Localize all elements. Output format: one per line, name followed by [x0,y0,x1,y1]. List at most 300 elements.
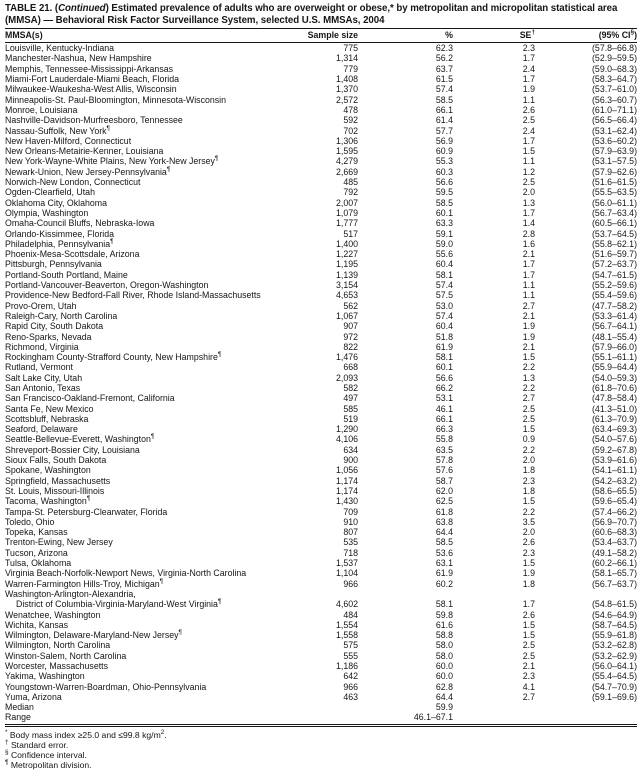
sample-size-value [300,589,358,599]
percent-value: 60.1 [435,207,453,218]
standard-error-value: 1.1 [522,290,535,301]
mmsa-name: Omaha-Council Bluffs, Nebraska-Iowa [5,218,155,229]
sample-size-value: 3,154 [335,280,358,291]
standard-error-value: 2.4 [522,125,535,136]
confidence-interval-value: (56.9–70.7) [592,516,637,527]
sample-size-value: 478 [343,104,358,115]
sample-size-value: 4,279 [335,156,358,167]
mmsa-name: Norwich-New London, Connecticut [5,177,141,188]
standard-error-value: 2.5 [522,115,535,126]
percent-value: 56.2 [435,53,453,64]
table-row [5,661,637,671]
table-row [5,198,637,208]
sample-size-value: 519 [343,413,358,424]
percent-value: 55.6 [435,249,453,260]
sample-size-value [300,702,358,712]
table-row [5,332,637,342]
sample-size-value: 484 [343,609,358,620]
table-row [5,362,637,372]
mmsa-name: Memphis, Tennessee-Mississippi-Arkansas [5,63,174,74]
table-row [5,95,637,105]
sample-size-value: 555 [343,650,358,661]
confidence-interval-value: (60.6–68.3) [592,527,637,538]
mmsa-name: Rapid City, South Dakota [5,321,104,332]
sample-size-value: 668 [343,362,358,373]
confidence-interval-value: (54.7–70.9) [592,681,637,692]
percent-value: 56.6 [435,372,453,383]
percent-value: 58.1 [435,269,453,280]
mmsa-name: Tulsa, Oklahoma [5,558,72,569]
table-row [5,599,637,609]
sample-size-value: 1,777 [335,218,358,229]
sample-size-value: 4,106 [335,434,358,445]
confidence-interval-value: (57.4–66.2) [592,506,637,517]
mmsa-name: Monroe, Louisiana [5,104,78,115]
col-header-mmsa: MMSA(s) [5,29,300,43]
table-row [5,290,637,300]
mmsa-name: Topeka, Kansas [5,527,68,538]
table-row [5,156,637,166]
prevalence-table [5,28,637,723]
standard-error-value [453,712,535,722]
confidence-interval-value: (53.6–60.2) [592,135,637,146]
standard-error-value: 2.2 [522,444,535,455]
confidence-interval-value: (48.1–55.4) [592,331,637,342]
footnotes [5,730,637,770]
percent-value: 58.1 [435,352,453,363]
mmsa-name: Yakima, Washington [5,671,85,682]
standard-error-value: 1.5 [522,146,535,157]
metropolitan-division-superscript: ¶ [217,351,222,359]
percent-value: 55.8 [435,434,453,445]
mmsa-name: Yuma, Arizona [5,691,62,702]
standard-error-value: 2.6 [522,104,535,115]
standard-error-value: 1.9 [522,568,535,579]
metropolitan-division-superscript: ¶ [178,629,182,637]
mmsa-name: Range [5,712,31,723]
sample-size-value: 4,602 [335,599,358,610]
standard-error-value: 2.0 [522,527,535,538]
confidence-interval-value: (59.1–69.6) [592,691,637,702]
table-row [5,517,637,527]
mmsa-name: Tacoma, Washington¶ [5,495,91,507]
mmsa-name: Newark-Union, New Jersey-Pennsylvania¶ [5,165,171,177]
confidence-interval-value: (56.3–60.7) [592,94,637,105]
table-row [5,229,637,239]
table-row [5,465,637,475]
table-row [5,136,637,146]
mmsa-name: Wenatchee, Washington [5,609,101,620]
sample-size-value: 1,067 [335,310,358,321]
metropolitan-division-superscript: ¶ [214,155,219,163]
percent-value: 60.4 [435,259,453,270]
standard-error-value: 1.4 [522,218,535,229]
table-row [5,445,637,455]
sample-size-value: 1,139 [335,269,358,280]
table-row [5,589,637,599]
table-row [5,311,637,321]
mmsa-name: New York-Wayne-White Plains, New York-New Jersey¶ [5,155,219,167]
confidence-interval-value: (55.4–59.6) [592,290,637,301]
mmsa-name: Pittsburgh, Pennsylvania [5,259,102,270]
percent-value: 59.8 [435,609,453,620]
standard-error-value: 1.6 [522,238,535,249]
sample-size-value: 1,595 [335,146,358,157]
metropolitan-division-superscript: ¶ [110,237,114,245]
standard-error-value: 1.7 [522,207,535,218]
percent-value: 46.1 [435,403,453,414]
mmsa-name: Seattle-Bellevue-Everett, Washington¶ [5,433,155,445]
standard-error-value: 2.3 [522,43,535,54]
sample-size-value: 562 [343,300,358,311]
confidence-interval-value: (52.9–59.5) [592,53,637,64]
mmsa-name: Richmond, Virginia [5,341,79,352]
metropolitan-division-superscript: ¶ [106,124,110,132]
confidence-interval-value: (53.3–61.4) [592,310,637,321]
confidence-interval-value: (58.1–65.7) [592,568,637,579]
confidence-interval-value: (54.8–61.5) [592,599,637,610]
mmsa-name: New Orleans-Metairie-Kenner, Louisiana [5,146,164,157]
confidence-interval-value [535,589,637,599]
confidence-interval-value: (41.3–51.0) [592,403,637,414]
sample-size-value: 1,104 [335,568,358,579]
footnote-confidence-interval: § Confidence interval. [5,748,87,760]
sample-size-value: 779 [343,63,358,74]
table-row [5,610,637,620]
confidence-interval-value: (49.1–58.2) [592,547,637,558]
confidence-interval-value: (55.4–64.5) [592,671,637,682]
confidence-interval-value: (55.1–61.1) [592,352,637,363]
table-row [5,270,637,280]
col-header-standard-error: SE† [453,29,535,43]
mmsa-name: Youngstown-Warren-Boardman, Ohio-Pennsylvania [5,681,207,692]
standard-error-value: 1.7 [522,74,535,85]
mmsa-name: Warren-Farmington Hills-Troy, Michigan¶ [5,577,164,589]
standard-error-value: 0.9 [522,434,535,445]
mmsa-name: Virginia Beach-Norfolk-Newport News, Virginia-North Carolina [5,568,247,579]
confidence-interval-value: (58.6–65.5) [592,485,637,496]
sample-size-value: 585 [343,403,358,414]
mmsa-name: Seaford, Delaware [5,424,78,435]
standard-error-value: 2.5 [522,403,535,414]
mmsa-name: Shreveport-Bossier City, Louisiana [5,444,140,455]
col-header-confidence-interval: (95% CI§) [535,29,637,43]
percent-value: 53.0 [435,300,453,311]
table-row [5,640,637,650]
percent-value: 57.7 [435,125,453,136]
sample-size-value: 807 [343,527,358,538]
mmsa-name: Manchester-Nashua, New Hampshire [5,53,152,64]
mmsa-name: Nassau-Suffolk, New York¶ [5,124,110,136]
table-row [5,496,637,506]
standard-error-value: 2.7 [522,393,535,404]
standard-error-value: 2.3 [522,475,535,486]
standard-error-value: 1.5 [522,558,535,569]
table-row [5,64,637,74]
table-row [5,393,637,403]
standard-error-value: 4.1 [522,681,535,692]
mmsa-name: New Haven-Milford, Connecticut [5,135,132,146]
percent-value: 57.4 [435,280,453,291]
standard-error-value: 1.7 [522,259,535,270]
table-row [5,702,637,712]
mmsa-name: Rutland, Vermont [5,362,73,373]
standard-error-value: 2.5 [522,413,535,424]
metropolitan-division-superscript: ¶ [150,433,155,441]
mmsa-name: Miami-Fort Lauderdale-Miami Beach, Florida [5,74,180,85]
sample-size-value: 1,290 [335,424,358,435]
table-row [5,548,637,558]
sample-size-value: 2,007 [335,197,358,208]
mmsa-name: Trenton-Ewing, New Jersey [5,537,113,548]
sample-size-value: 1,079 [335,207,358,218]
table-row [5,208,637,218]
percent-value: 56.9 [435,135,453,146]
sample-size-value: 1,554 [335,619,358,630]
sample-size-value: 575 [343,640,358,651]
mmsa-name: Worcester, Massachusetts [5,661,108,671]
col-header-sample-size: Sample size [300,29,358,43]
confidence-interval-value: (59.0–68.3) [592,63,637,74]
confidence-interval-value: (55.8–62.1) [592,238,637,249]
standard-error-value: 2.7 [522,300,535,311]
confidence-interval-value: (47.7–58.2) [592,300,637,311]
standard-error-value: 1.1 [522,156,535,167]
mmsa-name: San Francisco-Oakland-Fremont, California [5,393,175,404]
confidence-interval-value: (58.3–64.7) [592,74,637,85]
standard-error-value: 1.9 [522,84,535,95]
sample-size-value: 592 [343,115,358,126]
sample-size-value: 792 [343,187,358,198]
confidence-interval-value: (56.5–66.4) [592,115,637,126]
table-row [5,682,637,692]
standard-error-value: 1.3 [522,197,535,208]
percent-value: 62.0 [435,485,453,496]
sample-size-value: 1,314 [335,53,358,64]
percent-value: 63.8 [435,516,453,527]
mmsa-name: Rockingham County-Strafford County, New Hampshire¶ [5,351,222,363]
confidence-interval-value: (54.7–61.5) [592,269,637,280]
confidence-interval-value: (54.0–57.6) [592,434,637,445]
percent-value: 60.2 [435,578,453,589]
standard-error-value: 2.8 [522,228,535,239]
mmsa-name: Louisville, Kentucky-Indiana [5,43,115,54]
table-row [5,187,637,197]
percent-value: 63.7 [435,63,453,74]
percent-value: 53.1 [435,393,453,404]
percent-value: 53.6 [435,547,453,558]
standard-error-value: 1.5 [522,619,535,630]
table-row [5,558,637,568]
table-row [5,280,637,290]
sample-size-value: 1,306 [335,135,358,146]
confidence-interval-value: (51.6–59.7) [592,249,637,260]
sample-size-value: 907 [343,321,358,332]
standard-error-value: 1.7 [522,599,535,610]
table-row [5,434,637,444]
confidence-interval-value: (54.0–59.3) [592,372,637,383]
mmsa-name: Salt Lake City, Utah [5,372,83,383]
mmsa-name: Sioux Falls, South Dakota [5,455,107,466]
table-row [5,301,637,311]
percent-value: 66.1 [435,413,453,424]
confidence-interval-value: (55.2–59.6) [592,280,637,291]
standard-error-value: 2.3 [522,671,535,682]
confidence-interval-value: (57.2–63.7) [592,259,637,270]
confidence-interval-value: (56.7–63.7) [592,578,637,589]
percent-value: 64.4 [435,527,453,538]
sample-size-value: 582 [343,382,358,393]
standard-error-value: 2.2 [522,506,535,517]
confidence-interval-value: (56.0–64.1) [592,661,637,671]
standard-error-value: 2.1 [522,661,535,671]
confidence-interval-value: (59.6–65.4) [592,496,637,507]
percent-value: 58.7 [435,475,453,486]
standard-error-value: 2.3 [522,547,535,558]
percent-value: 60.3 [435,166,453,177]
table-row [5,373,637,383]
standard-error-value [453,702,535,712]
standard-error-value: 2.6 [522,537,535,548]
confidence-interval-value: (59.2–67.8) [592,444,637,455]
sample-size-value: 966 [343,578,358,589]
percent-value: 58.0 [435,640,453,651]
dagger-superscript: † [531,29,535,37]
confidence-interval-value: (53.7–64.5) [592,228,637,239]
table-row [5,177,637,187]
standard-error-value: 2.1 [522,341,535,352]
percent-value: 58.5 [435,197,453,208]
mmsa-name: St. Louis, Missouri-Illinois [5,485,105,496]
confidence-interval-value: (54.6–64.9) [592,609,637,620]
sample-size-value: 709 [343,506,358,517]
mmsa-name: Springfield, Massachusetts [5,475,111,486]
sample-size-value: 517 [343,228,358,239]
percent-value: 60.1 [435,362,453,373]
standard-error-value: 2.1 [522,249,535,260]
sample-size-value: 1,174 [335,485,358,496]
mmsa-name: Provo-Orem, Utah [5,300,77,311]
sample-size-value: 972 [343,331,358,342]
table-row [5,342,637,352]
percent-value: 62.3 [435,43,453,54]
percent-value: 56.6 [435,177,453,188]
sample-size-value [300,712,358,722]
standard-error-value: 2.2 [522,362,535,373]
standard-error-value: 1.5 [522,424,535,435]
mmsa-name: Ogden-Clearfield, Utah [5,187,95,198]
mmsa-name: San Antonio, Texas [5,382,81,393]
percent-value: 57.4 [435,310,453,321]
confidence-interval-value: (61.0–71.1) [592,104,637,115]
table-row [5,414,637,424]
confidence-interval-value: (60.2–66.1) [592,558,637,569]
standard-error-value: 1.2 [522,166,535,177]
percent-value: 66.1 [435,104,453,115]
sample-size-value: 4,653 [335,290,358,301]
table-title-rest: ) Estimated prevalence of adults who are overweight or obese,* by metropolitan and micropolitan statistical area (MMSA) — Behavioral Risk Factor Surveillance System, selected U.S. MMSAs, 2004 [5,3,618,26]
mmsa-name: Winston-Salem, North Carolina [5,650,127,661]
percent-value: 57.8 [435,455,453,466]
standard-error-value: 2.5 [522,650,535,661]
sample-size-value: 497 [343,393,358,404]
table-row [5,239,637,249]
percent-value: 57.6 [435,465,453,476]
confidence-interval-value: (61.3–70.9) [592,413,637,424]
table-row [5,115,637,125]
percent-value: 58.8 [435,630,453,641]
table-row [5,527,637,537]
percent-value: 61.6 [435,619,453,630]
table-row [5,476,637,486]
confidence-interval-value [535,702,637,712]
confidence-interval-value: (54.1–61.1) [592,465,637,476]
standard-error-value: 2.1 [522,310,535,321]
standard-error-value: 1.3 [522,372,535,383]
confidence-interval-value: (57.8–66.8) [592,43,637,54]
table-row [5,455,637,465]
mmsa-name: Nashville-Davidson-Murfreesboro, Tennessee [5,115,183,126]
standard-error-value: 2.5 [522,177,535,188]
section-superscript: § [630,29,635,37]
confidence-interval-value: (58.7–64.5) [592,619,637,630]
standard-error-value: 2.0 [522,187,535,198]
table-row [5,383,637,393]
sample-size-value: 1,227 [335,249,358,260]
confidence-interval-value: (47.8–58.4) [592,393,637,404]
standard-error-value: 2.0 [522,455,535,466]
table-row [5,404,637,414]
sample-size-value: 702 [343,125,358,136]
standard-error-value: 2.2 [522,382,535,393]
standard-error-value: 1.7 [522,269,535,280]
mmsa-name: Phoenix-Mesa-Scottsdale, Arizona [5,249,140,260]
mmsa-name: Portland-South Portland, Maine [5,269,128,280]
table-row [5,620,637,630]
mmsa-name: District of Columbia-Virginia-Maryland-West Virginia¶ [16,598,222,610]
percent-value: 58.5 [435,537,453,548]
sample-size-value: 718 [343,547,358,558]
table-row [5,579,637,589]
percent-value: 51.8 [435,331,453,342]
confidence-interval-value: (56.7–63.4) [592,207,637,218]
mmsa-name: Philadelphia, Pennsylvania¶ [5,237,114,249]
confidence-interval-value: (61.8–70.6) [592,382,637,393]
standard-error-value: 1.9 [522,321,535,332]
mmsa-name: Wilmington, Delaware-Maryland-New Jersey¶ [5,629,182,641]
sample-size-value: 1,186 [335,661,358,671]
table-row [5,43,637,54]
percent-value: 46.1–67.1 [413,712,453,723]
mmsa-name: Orlando-Kissimmee, Florida [5,228,115,239]
percent-value: 60.0 [435,671,453,682]
mmsa-name: Wichita, Kansas [5,619,69,630]
sample-size-value: 634 [343,444,358,455]
sample-size-value: 1,174 [335,475,358,486]
standard-error-value: 1.5 [522,630,535,641]
table-row [5,692,637,702]
table-end-rule [5,724,637,727]
standard-error-value: 1.7 [522,135,535,146]
confidence-interval-value: (53.4–63.7) [592,537,637,548]
sample-size-value: 900 [343,455,358,466]
confidence-interval-value: (53.2–62.8) [592,640,637,651]
percent-value [358,589,453,599]
table-row [5,568,637,578]
standard-error-value: 1.7 [522,53,535,64]
percent-value: 57.5 [435,290,453,301]
percent-value: 61.4 [435,115,453,126]
